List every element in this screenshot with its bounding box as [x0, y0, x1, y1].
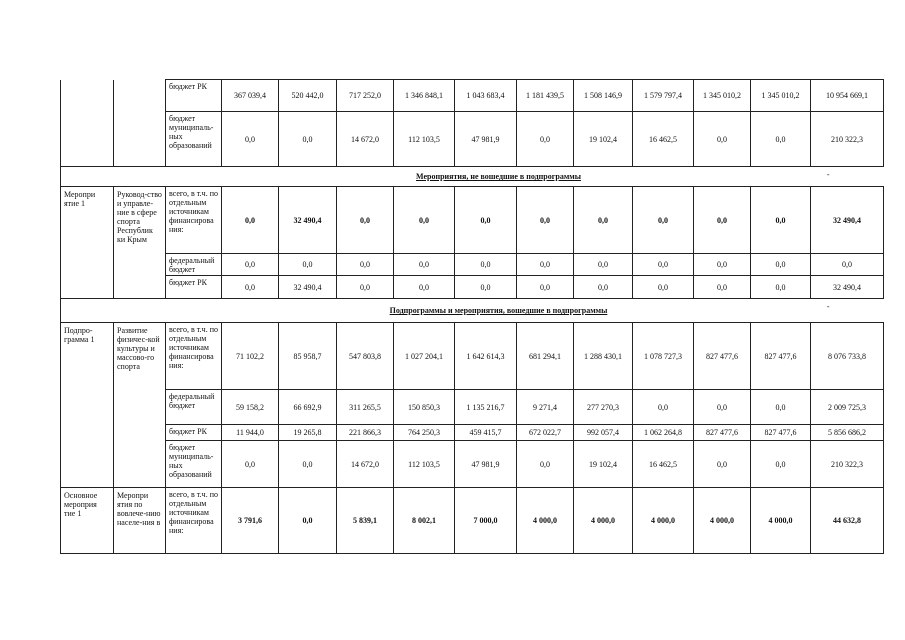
value-cell: 827 477,6 — [694, 323, 751, 390]
value-cell: 11 944,0 — [222, 425, 279, 441]
value-cell: 520 442,0 — [279, 80, 337, 112]
section-title — [114, 299, 884, 323]
value-cell: 311 265,5 — [337, 390, 394, 425]
value-cell: 112 103,5 — [394, 112, 455, 167]
table-row — [61, 425, 884, 441]
value-cell: 0,0 — [633, 254, 694, 276]
value-cell: 0,0 — [394, 276, 455, 299]
value-cell: 0,0 — [222, 112, 279, 167]
value-cell: 1 346 848,1 — [394, 80, 455, 112]
dash-mark: - — [826, 302, 830, 311]
value-cell: 2 009 725,3 — [811, 390, 884, 425]
value-cell: 32 490,4 — [811, 276, 884, 299]
table-row — [61, 80, 884, 112]
value-cell: 0,0 — [751, 390, 811, 425]
value-cell: 221 866,3 — [337, 425, 394, 441]
empty-cell — [114, 80, 166, 112]
value-cell: 1 078 727,3 — [633, 323, 694, 390]
value-cell: 0,0 — [222, 187, 279, 254]
value-cell: 32 490,4 — [811, 187, 884, 254]
table-row — [61, 390, 884, 425]
table-row — [61, 254, 884, 276]
value-cell: 0,0 — [279, 254, 337, 276]
value-cell: 0,0 — [694, 276, 751, 299]
value-cell: 1 181 439,5 — [517, 80, 574, 112]
empty-cell — [61, 80, 114, 112]
table-row — [61, 323, 884, 390]
value-cell: 0,0 — [574, 254, 633, 276]
value-cell: 0,0 — [694, 390, 751, 425]
value-cell: 277 270,3 — [574, 390, 633, 425]
value-cell: 4 000,0 — [517, 488, 574, 554]
value-cell: 9 271,4 — [517, 390, 574, 425]
value-cell: 14 672,0 — [337, 112, 394, 167]
value-cell: 0,0 — [694, 187, 751, 254]
value-cell: 0,0 — [517, 187, 574, 254]
value-cell: 547 803,8 — [337, 323, 394, 390]
value-cell: 827 477,6 — [751, 425, 811, 441]
item-code-cell: Меропри ятие 1 — [61, 187, 114, 299]
value-cell: 0,0 — [633, 390, 694, 425]
value-cell: 14 672,0 — [337, 441, 394, 488]
section-header-row — [61, 299, 884, 323]
funding-source-label: бюджет муниципаль-ных образований — [166, 112, 222, 167]
value-cell: 5 839,1 — [337, 488, 394, 554]
table-row — [61, 488, 884, 554]
value-cell: 0,0 — [455, 276, 517, 299]
value-cell: 0,0 — [394, 254, 455, 276]
value-cell: 764 250,3 — [394, 425, 455, 441]
funding-source-label: федеральный бюджет — [166, 390, 222, 425]
value-cell: 827 477,6 — [751, 323, 811, 390]
item-title-cell: Руковод-ство и управле-ние в сфере спорта Республик ки Крым — [114, 187, 166, 299]
value-cell: 210 322,3 — [811, 112, 884, 167]
value-cell: 8 076 733,8 — [811, 323, 884, 390]
budget-table — [60, 79, 884, 554]
value-cell: 717 252,0 — [337, 80, 394, 112]
value-cell: 32 490,4 — [279, 276, 337, 299]
value-cell: 0,0 — [337, 276, 394, 299]
item-title-cell: Развитие физичес-кой культуры и массово-го спорта — [114, 323, 166, 488]
value-cell: 0,0 — [751, 254, 811, 276]
item-code-cell: Подпро-грамма 1 — [61, 323, 114, 488]
value-cell: 47 981,9 — [455, 112, 517, 167]
value-cell: 71 102,2 — [222, 323, 279, 390]
section-title — [114, 167, 884, 187]
item-code-cell: Основное мероприя тие 1 — [61, 488, 114, 554]
value-cell: 0,0 — [279, 488, 337, 554]
value-cell: 4 000,0 — [751, 488, 811, 554]
item-title-cell: Меропри ятия по вовлече-нию населе-ния в — [114, 488, 166, 554]
value-cell: 19 265,8 — [279, 425, 337, 441]
value-cell: 1 043 683,4 — [455, 80, 517, 112]
empty-cell — [114, 112, 166, 167]
value-cell: 0,0 — [574, 276, 633, 299]
value-cell: 0,0 — [517, 112, 574, 167]
value-cell: 0,0 — [751, 276, 811, 299]
value-cell: 47 981,9 — [455, 441, 517, 488]
value-cell: 0,0 — [633, 187, 694, 254]
value-cell: 0,0 — [222, 276, 279, 299]
table-row — [61, 187, 884, 254]
value-cell: 5 856 686,2 — [811, 425, 884, 441]
funding-source-label: всего, в т.ч. по отдельным источникам финансирова ния: — [166, 488, 222, 554]
value-cell: 10 954 669,1 — [811, 80, 884, 112]
value-cell: 0,0 — [574, 187, 633, 254]
value-cell: 0,0 — [517, 441, 574, 488]
section-left-cell — [61, 167, 114, 187]
value-cell: 0,0 — [751, 112, 811, 167]
table-row — [61, 112, 884, 167]
value-cell: 112 103,5 — [394, 441, 455, 488]
value-cell: 16 462,5 — [633, 441, 694, 488]
value-cell: 0,0 — [751, 187, 811, 254]
value-cell: 0,0 — [455, 254, 517, 276]
value-cell: 0,0 — [811, 254, 884, 276]
value-cell: 150 850,3 — [394, 390, 455, 425]
value-cell: 0,0 — [337, 187, 394, 254]
section-left-cell — [61, 299, 114, 323]
section-title-text: Мероприятия, не вошедшие в подпрограммы — [416, 172, 581, 181]
value-cell: 32 490,4 — [279, 187, 337, 254]
value-cell: 459 415,7 — [455, 425, 517, 441]
funding-source-label: федеральный бюджет — [166, 254, 222, 276]
value-cell: 44 632,8 — [811, 488, 884, 554]
value-cell: 210 322,3 — [811, 441, 884, 488]
value-cell: 4 000,0 — [694, 488, 751, 554]
value-cell: 1 062 264,8 — [633, 425, 694, 441]
value-cell: 85 958,7 — [279, 323, 337, 390]
value-cell: 0,0 — [633, 276, 694, 299]
value-cell: 1 508 146,9 — [574, 80, 633, 112]
value-cell: 0,0 — [694, 441, 751, 488]
value-cell: 19 102,4 — [574, 112, 633, 167]
value-cell: 59 158,2 — [222, 390, 279, 425]
funding-source-label: всего, в т.ч. по отдельным источникам финансирова ния: — [166, 187, 222, 254]
table-row — [61, 441, 884, 488]
value-cell: 0,0 — [222, 254, 279, 276]
funding-source-label: бюджет РК — [166, 80, 222, 112]
value-cell: 1 579 797,4 — [633, 80, 694, 112]
table-body — [61, 80, 884, 554]
value-cell: 0,0 — [279, 441, 337, 488]
value-cell: 0,0 — [455, 187, 517, 254]
value-cell: 4 000,0 — [574, 488, 633, 554]
value-cell: 0,0 — [394, 187, 455, 254]
value-cell: 4 000,0 — [633, 488, 694, 554]
value-cell: 681 294,1 — [517, 323, 574, 390]
funding-source-label: бюджет РК — [166, 276, 222, 299]
value-cell: 3 791,6 — [222, 488, 279, 554]
value-cell: 0,0 — [751, 441, 811, 488]
value-cell: 0,0 — [279, 112, 337, 167]
value-cell: 0,0 — [694, 112, 751, 167]
value-cell: 672 022,7 — [517, 425, 574, 441]
value-cell: 0,0 — [517, 254, 574, 276]
funding-source-label: всего, в т.ч. по отдельным источникам финансирова ния: — [166, 323, 222, 390]
section-title-text: Подпрограммы и мероприятия, вошедшие в подпрограммы — [389, 306, 608, 315]
value-cell: 16 462,5 — [633, 112, 694, 167]
section-header-row — [61, 167, 884, 187]
value-cell: 992 057,4 — [574, 425, 633, 441]
value-cell: 0,0 — [517, 276, 574, 299]
funding-source-label: бюджет муниципаль-ных образований — [166, 441, 222, 488]
value-cell: 1 135 216,7 — [455, 390, 517, 425]
dash-mark: - — [826, 170, 830, 179]
value-cell: 1 027 204,1 — [394, 323, 455, 390]
table-row — [61, 276, 884, 299]
value-cell: 19 102,4 — [574, 441, 633, 488]
value-cell: 1 288 430,1 — [574, 323, 633, 390]
empty-cell — [61, 112, 114, 167]
value-cell: 1 345 010,2 — [751, 80, 811, 112]
value-cell: 367 039,4 — [222, 80, 279, 112]
value-cell: 7 000,0 — [455, 488, 517, 554]
value-cell: 0,0 — [337, 254, 394, 276]
value-cell: 8 002,1 — [394, 488, 455, 554]
value-cell: 0,0 — [222, 441, 279, 488]
value-cell: 66 692,9 — [279, 390, 337, 425]
funding-source-label: бюджет РК — [166, 425, 222, 441]
value-cell: 827 477,6 — [694, 425, 751, 441]
value-cell: 0,0 — [694, 254, 751, 276]
value-cell: 1 345 010,2 — [694, 80, 751, 112]
value-cell: 1 642 614,3 — [455, 323, 517, 390]
